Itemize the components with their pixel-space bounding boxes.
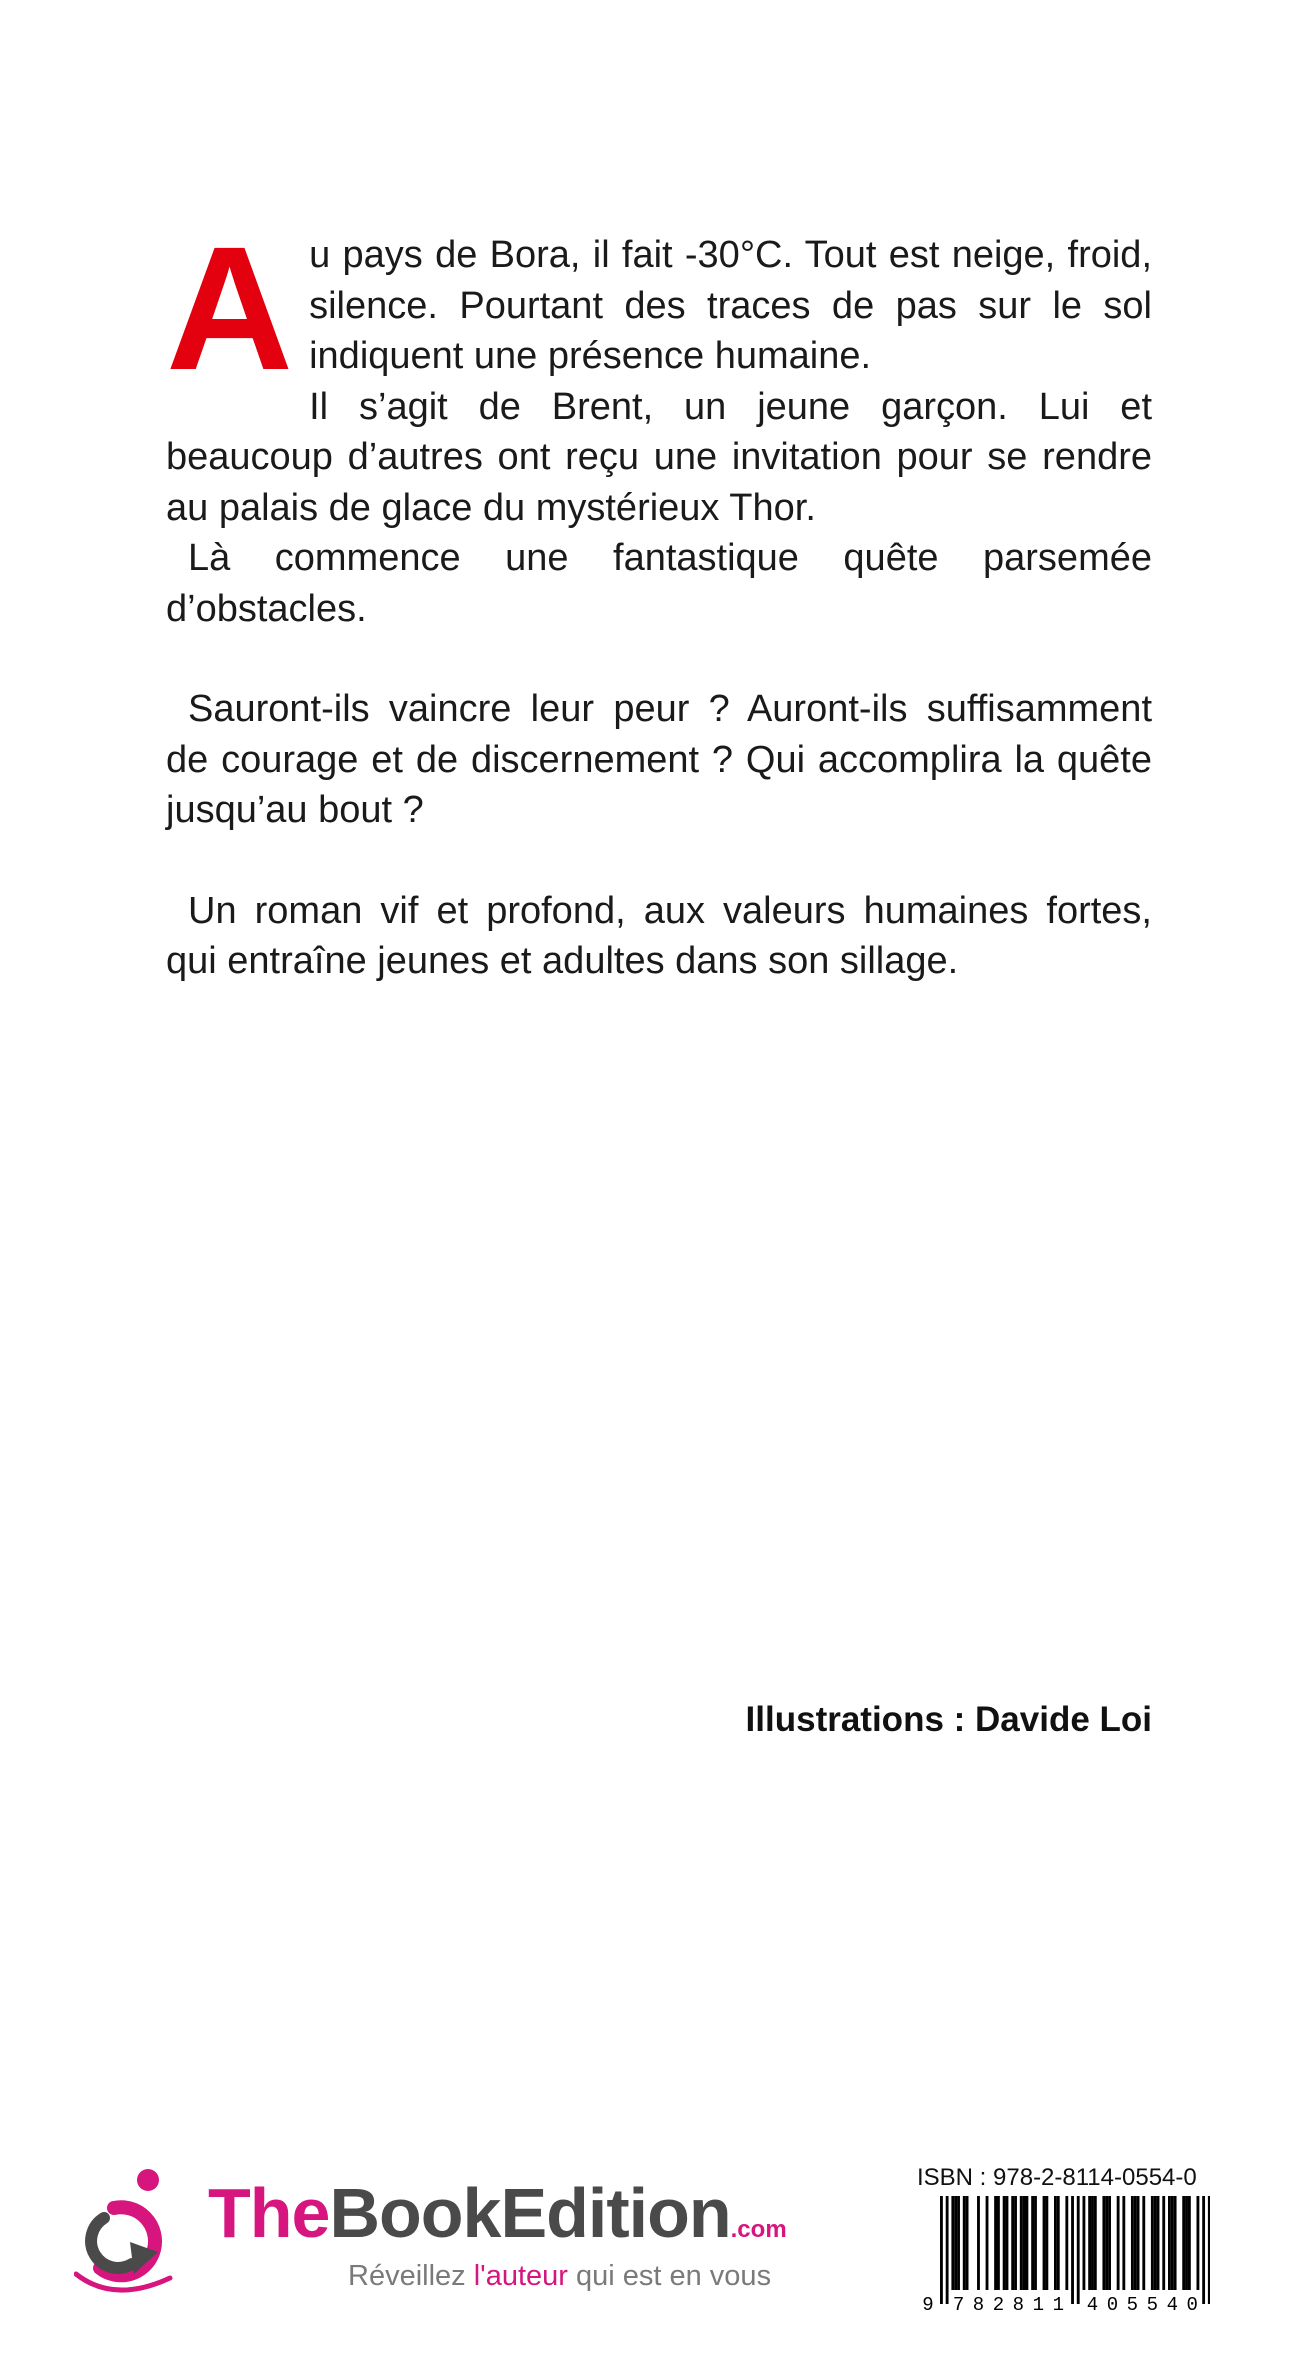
barcode-digit: 1: [1052, 2294, 1064, 2314]
barcode-bar: [997, 2196, 1000, 2290]
barcode-digit: 7: [952, 2294, 965, 2314]
barcode-bar: [1077, 2196, 1080, 2304]
barcode-bar: [966, 2196, 969, 2290]
barcode-digit: 0: [1186, 2294, 1198, 2314]
barcode-bar: [1154, 2196, 1157, 2290]
illustrator-credit: Illustrations : Davide Loi: [745, 1700, 1152, 1739]
barcode-bar: [1168, 2196, 1171, 2290]
barcode-digit: 4: [1166, 2294, 1178, 2314]
barcode-bar: [946, 2196, 949, 2304]
barcode-bar: [1014, 2196, 1017, 2290]
barcode-bar: [1088, 2196, 1091, 2290]
barcode-digit: 9: [922, 2294, 934, 2314]
barcode-bar: [957, 2196, 960, 2290]
barcode-bar: [1043, 2196, 1046, 2290]
publisher-wordmark: TheBookEdition.com: [208, 2174, 787, 2252]
barcode-bar: [1185, 2196, 1188, 2290]
barcode-bar: [1171, 2196, 1174, 2290]
barcode-digit: 2: [992, 2294, 1005, 2314]
barcode-bar: [977, 2196, 980, 2290]
barcode-bar: [1105, 2196, 1108, 2290]
publisher-swirl-icon: [74, 2168, 204, 2300]
barcode-bar: [1026, 2196, 1029, 2290]
barcode-bar: [940, 2196, 943, 2304]
barcode-digit: 5: [1146, 2294, 1159, 2314]
barcode-bar: [1202, 2196, 1205, 2304]
barcode-bar: [1094, 2196, 1097, 2290]
barcode-bar: [1057, 2196, 1060, 2290]
barcode-bar: [1023, 2196, 1026, 2290]
isbn-label: ISBN : 978-2-8114-0554-0: [917, 2164, 1197, 2191]
barcode-bar: [1188, 2196, 1191, 2290]
barcode-bar: [1108, 2196, 1111, 2290]
barcode-bar: [1122, 2196, 1125, 2290]
barcode-bar: [1102, 2196, 1105, 2290]
isbn-barcode: [920, 2196, 1210, 2314]
barcode-bar: [1083, 2196, 1086, 2290]
barcode-digit: 4: [1086, 2294, 1099, 2314]
barcode-bar: [1174, 2196, 1177, 2290]
barcode-bar: [1034, 2196, 1037, 2290]
blurb-paragraph-1: u pays de Bora, il fait -30°C. Tout est neige, froid, silence. Pourtant des traces de pas sur le sol indiquent une présence humaine.: [309, 234, 1152, 377]
barcode-bar: [1182, 2196, 1185, 2290]
blurb-paragraph-3: Là commence une fantastique quête parsemée d’obstacles.: [166, 537, 1152, 630]
barcode-bar: [1003, 2196, 1006, 2290]
barcode-bar: [1137, 2196, 1140, 2290]
barcode-bar: [1208, 2196, 1210, 2304]
blurb-paragraph-4: Sauront-ils vaincre leur peur ? Auront-ils suffisamment de courage et de discernement ? Qui accomplira la quête jusqu’au bout ?: [166, 688, 1152, 831]
barcode-bar: [1162, 2196, 1165, 2290]
barcode-digit: 1: [1032, 2294, 1045, 2314]
barcode-bar: [1031, 2196, 1034, 2290]
barcode-bar: [1197, 2196, 1200, 2290]
barcode-bar: [1142, 2196, 1145, 2290]
barcode-bar: [1045, 2196, 1048, 2290]
barcode-bar: [1054, 2196, 1057, 2290]
barcode-bar: [1065, 2196, 1068, 2290]
barcode-bar: [1006, 2196, 1009, 2290]
barcode-bar: [963, 2196, 966, 2290]
barcode-bar: [951, 2196, 954, 2290]
barcode-digit: 8: [1012, 2294, 1025, 2314]
barcode-digit: 8: [972, 2294, 985, 2314]
barcode-bar: [994, 2196, 997, 2290]
blurb-paragraph-5: Un roman vif et profond, aux valeurs humaines fortes, qui entraîne jeunes et adultes dans son sillage.: [166, 889, 1152, 982]
barcode-bar: [1020, 2196, 1023, 2290]
barcode-bar: [1151, 2196, 1154, 2290]
barcode-digit: 5: [1126, 2294, 1139, 2314]
barcode-bar: [1131, 2196, 1134, 2290]
barcode-bar: [1071, 2196, 1074, 2304]
blurb-paragraph-2: Il s’agit de Brent, un jeune garçon. Lui et beaucoup d’autres ont reçu une invitation pour se rendre au palais de glace du mystérieux Thor.: [166, 385, 1152, 529]
barcode-digit: 0: [1106, 2294, 1119, 2314]
publisher-tagline: Réveillez l'auteur qui est en vous: [348, 2260, 772, 2292]
barcode-bar: [1134, 2196, 1137, 2290]
barcode-bar: [1117, 2196, 1120, 2290]
drop-cap: A: [166, 211, 294, 407]
barcode-bar: [954, 2196, 957, 2290]
publisher-logo: [74, 2168, 894, 2318]
back-cover-blurb: [166, 211, 1152, 987]
barcode-bar: [986, 2196, 989, 2290]
barcode-bar: [1157, 2196, 1160, 2290]
barcode-bar: [1011, 2196, 1014, 2290]
barcode-bar: [1091, 2196, 1094, 2290]
